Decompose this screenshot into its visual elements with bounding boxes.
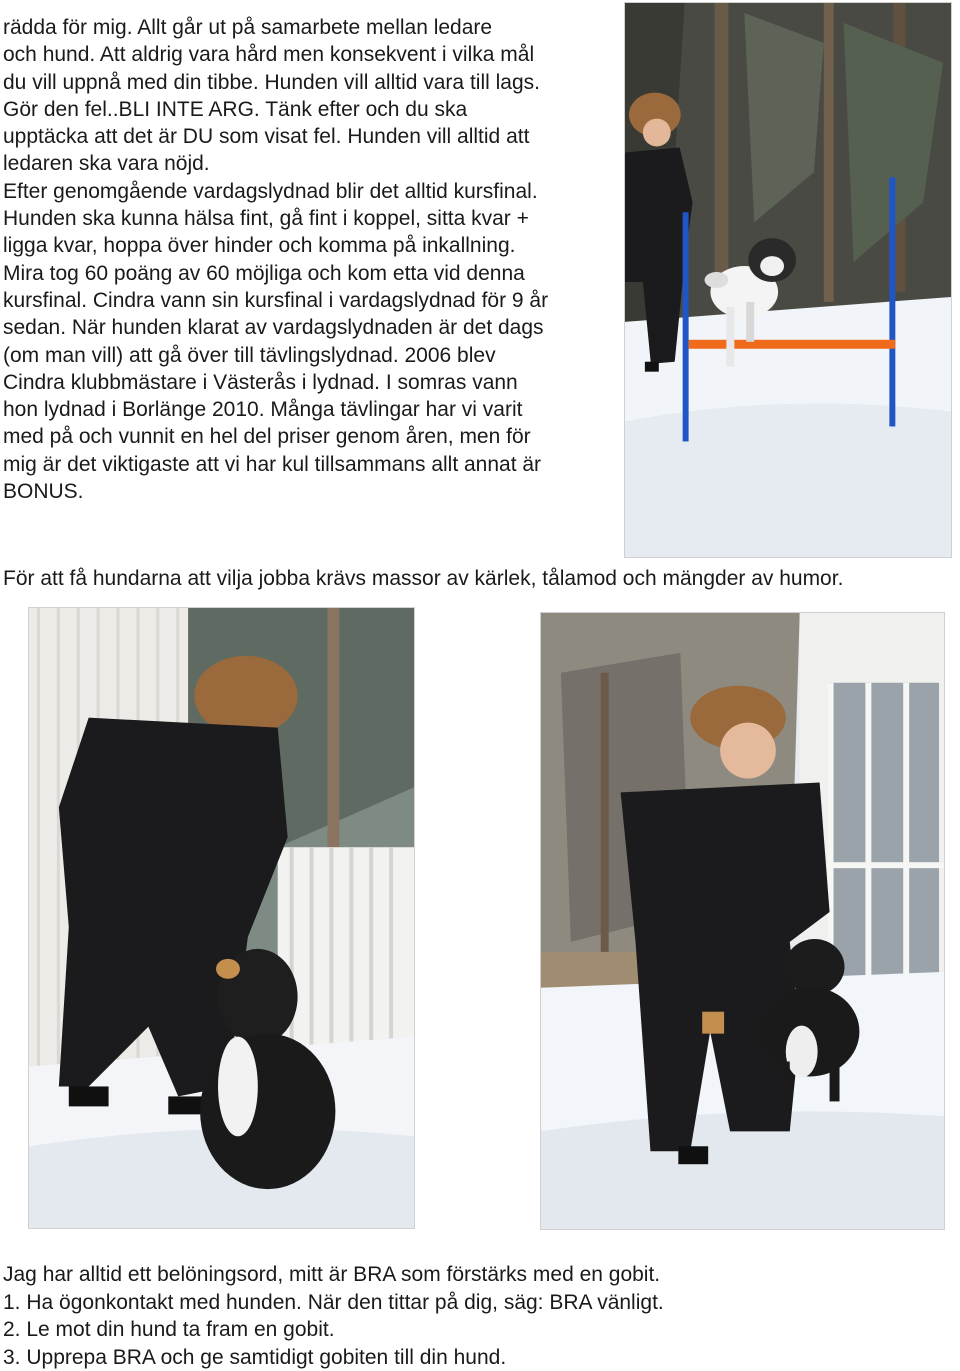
intro-line: (om man vill) att gå över till tävlingslydnad. 2006 blev [3,342,618,369]
photo-woman-walking-dog-image [541,613,944,1229]
intro-line: du vill uppnå med din tibbe. Hunden vill alltid vara till lags. [3,69,618,96]
intro-line: Mira tog 60 poäng av 60 möjliga och kom etta vid denna [3,260,618,287]
photo-dog-jumping-hurdle-image [625,3,951,557]
instruction-step-1: 1. Ha ögonkontakt med hunden. När den tittar på dig, säg: BRA vänligt. [3,1289,958,1317]
intro-line: ledaren ska vara nöjd. [3,150,618,177]
intro-line: hon lydnad i Borlänge 2010. Många tävlingar har vi varit [3,396,618,423]
intro-line: mig är det viktigaste att vi har kul tillsammans allt annat är [3,451,618,478]
intro-line: Cindra klubbmästare i Västerås i lydnad. I somras vann [3,369,618,396]
photo-woman-with-sitting-dog [28,607,415,1229]
instruction-step-2: 2. Le mot din hund ta fram en gobit. [3,1316,958,1344]
intro-line: och hund. Att aldrig vara hård men konsekvent i vilka mål [3,41,618,68]
intro-line: sedan. När hunden klarat av vardagslydnaden är det dags [3,314,618,341]
intro-line: med på och vunnit en hel del priser genom åren, men för [3,423,618,450]
intro-line: Gör den fel..BLI INTE ARG. Tänk efter och du ska [3,96,618,123]
intro-line: Efter genomgående vardagslydnad blir det alltid kursfinal. [3,178,618,205]
instruction-intro: Jag har alltid ett belöningsord, mitt är BRA som förstärks med en gobit. [3,1261,958,1289]
intro-line: ligga kvar, hoppa över hinder och komma på inkallning. [3,232,618,259]
instruction-step-3: 3. Upprepa BRA och ge samtidigt gobiten till din hund. [3,1344,958,1371]
intro-line: rädda för mig. Allt går ut på samarbete mellan ledare [3,14,618,41]
intro-line: kursfinal. Cindra vann sin kursfinal i vardagslydnad för 9 år [3,287,618,314]
intro-line: BONUS. [3,478,618,505]
intro-line: Hunden ska kunna hälsa fint, gå fint i koppel, sitta kvar + [3,205,618,232]
reward-instructions [3,1261,958,1371]
intro-line: upptäcka att det är DU som visat fel. Hunden vill alltid att [3,123,618,150]
photo-dog-jumping-hurdle [624,2,952,558]
intro-paragraph [3,14,618,505]
photo-caption: För att få hundarna att vilja jobba krävs massor av kärlek, tålamod och mängder av humor. [3,565,958,593]
photo-woman-walking-dog [540,612,945,1230]
photo-woman-with-sitting-dog-image [29,608,414,1228]
